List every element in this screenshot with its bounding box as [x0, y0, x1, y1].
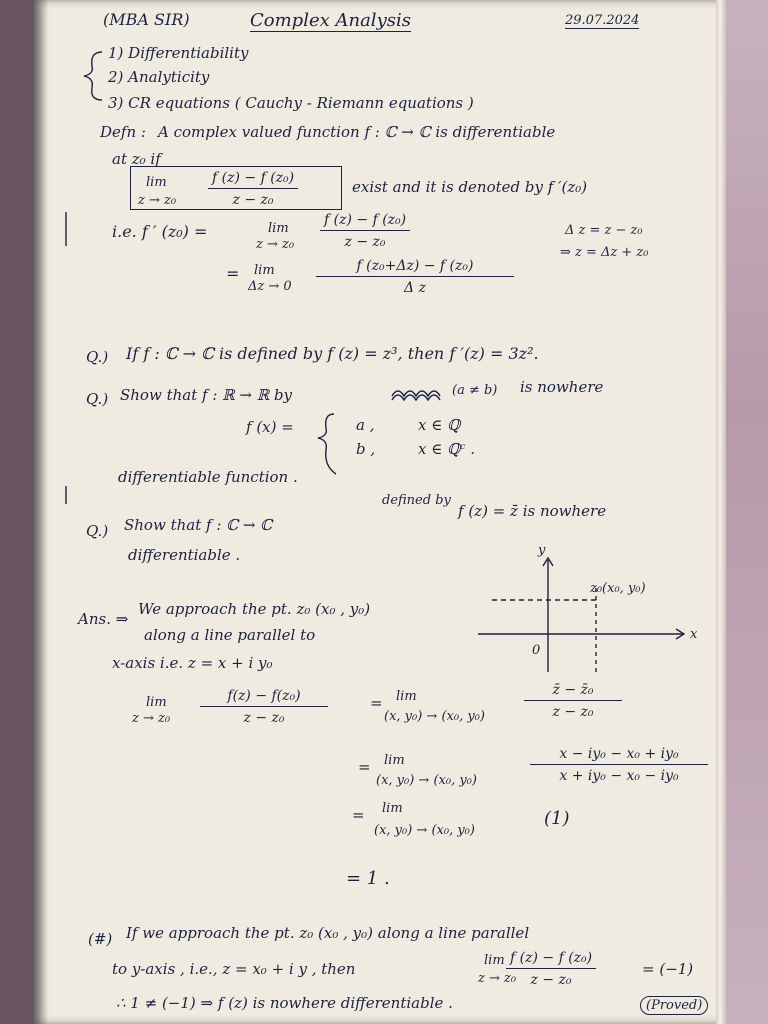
- proved-stamp: (Proved): [640, 996, 708, 1015]
- note-lim-sub: z → z₀: [478, 971, 517, 986]
- answer-lhs-lim: lim: [146, 695, 167, 710]
- piecewise-fx: f (x) =: [246, 418, 294, 436]
- header-left-label: (MBA SIR): [103, 10, 190, 29]
- page-title: Complex Analysis: [250, 10, 411, 31]
- note-line3: ∴ 1 ≠ (−1) ⇒ f (z) is nowhere differentiable .: [116, 994, 453, 1012]
- fraction-numerator: f (z) − f (z₀): [208, 170, 298, 189]
- note-line1: If we approach the pt. z₀ (x₀ , y₀) along a line parallel: [126, 924, 530, 942]
- answer-fraction-1: [524, 682, 622, 720]
- derivative-lim: lim: [268, 221, 289, 236]
- fraction-denominator: z − z₀: [552, 704, 594, 720]
- delta-eq-sign: =: [226, 264, 240, 283]
- fraction-denominator: x + iy₀ − x₀ − iy₀: [559, 768, 679, 784]
- fraction-numerator: f(z) − f(z₀): [200, 688, 328, 707]
- question-2-text: Show that f : ℝ → ℝ by: [120, 386, 293, 404]
- answer-lim-3: lim: [382, 801, 403, 816]
- question-3-text: Show that f : ℂ → ℂ: [124, 516, 273, 534]
- fraction-denominator: z − z₀: [344, 234, 386, 250]
- topic-item: 1) Differentiability: [108, 44, 249, 62]
- topic-item: 3) CR equations ( Cauchy - Riemann equations ): [108, 94, 474, 112]
- page-date: 29.07.2024: [565, 13, 640, 28]
- question-2-tail: is nowhere: [520, 378, 604, 396]
- note-lim: lim: [484, 953, 505, 968]
- graph-y-label: y: [538, 543, 546, 558]
- note-label: (#): [88, 930, 113, 948]
- answer-fraction-2: [530, 746, 708, 784]
- piecewise-cond-b: x ∈ ℚᶜ .: [418, 440, 475, 458]
- fraction-numerator: f (z₀+Δz) − f (z₀): [316, 258, 514, 277]
- definition-line1: A complex valued function f : ℂ → ℂ is differentiable: [158, 123, 556, 141]
- graph-origin-label: 0: [532, 643, 541, 658]
- derivative-ie: i.e. f ′ (z₀) =: [112, 222, 208, 241]
- graph-x-label: x: [690, 627, 698, 642]
- delta-lim-sub: Δz → 0: [248, 279, 292, 294]
- piecewise-cond-a: x ∈ ℚ: [418, 416, 461, 434]
- answer-lhs-fraction: [200, 688, 328, 726]
- question-3-defined-by: defined by: [382, 493, 451, 508]
- topic-item: 2) Analyticity: [108, 68, 210, 86]
- fraction-numerator: f (z) − f (z₀): [506, 950, 596, 969]
- answer-line1: We approach the pt. z₀ (x₀ , y₀): [138, 600, 371, 618]
- question-2-last: differentiable function .: [118, 468, 298, 486]
- side-note-delta: Δ z = z − z₀: [565, 223, 643, 238]
- fraction-denominator: z − z₀: [530, 972, 572, 988]
- definition-after-box: exist and it is denoted by f ′(z₀): [352, 178, 588, 196]
- answer-lhs-lim-sub: z → z₀: [132, 711, 171, 726]
- note-value: = (−1): [642, 960, 694, 978]
- answer-line3: x-axis i.e. z = x + i y₀: [112, 654, 273, 672]
- definition-label: Defn :: [100, 123, 146, 141]
- fraction-denominator: z − z₀: [232, 192, 274, 208]
- answer-lim-3-sub: (x, y₀) → (x₀, y₀): [374, 823, 475, 838]
- piecewise-value-b: b ,: [356, 440, 376, 458]
- fraction-denominator: z − z₀: [243, 710, 285, 726]
- limit-word: lim: [146, 175, 167, 190]
- limit-subscript: z → z₀: [138, 193, 177, 208]
- question-2-condition: (a ≠ b): [452, 383, 498, 398]
- fraction-numerator: f (z) − f (z₀): [320, 212, 410, 231]
- definition-line2: at z₀ if: [112, 150, 161, 168]
- question-1-text: If f : ℂ → ℂ is defined by f (z) = z³, then f ′(z) = 3z².: [126, 344, 539, 363]
- note-fraction: [506, 950, 596, 988]
- piecewise-value-a: a ,: [356, 416, 375, 434]
- delta-lim: lim: [254, 263, 275, 278]
- graph-point-label: z₀(x₀, y₀): [590, 581, 646, 596]
- note-line2: to y-axis , i.e., z = x₀ + i y , then: [112, 960, 356, 978]
- answer-lim-2-sub: (x, y₀) → (x₀, y₀): [376, 773, 477, 788]
- fraction-denominator: Δ z: [404, 280, 426, 296]
- side-note-z: ⇒ z = Δz + z₀: [560, 245, 649, 260]
- question-label: Q.): [86, 348, 109, 366]
- answer-lim-1: lim: [396, 689, 417, 704]
- answer-result: = 1 .: [346, 868, 390, 889]
- answer-lim-2: lim: [384, 753, 405, 768]
- question-label: Q.): [86, 390, 109, 408]
- answer-eq-1: =: [370, 694, 383, 712]
- answer-label: Ans. ⇒: [78, 610, 129, 628]
- question-label: Q.): [86, 522, 109, 540]
- answer-eq-2: =: [358, 758, 371, 776]
- fraction-numerator: x − iy₀ − x₀ + iy₀: [530, 746, 708, 765]
- answer-lim-1-sub: (x, y₀) → (x₀, y₀): [384, 709, 485, 724]
- answer-eq-3: =: [352, 806, 365, 824]
- fraction-numerator: z̄ − z̄₀: [524, 682, 622, 701]
- question-3-line2: differentiable .: [128, 546, 241, 564]
- derivative-lim-sub: z → z₀: [256, 237, 295, 252]
- answer-value-1: (1): [544, 808, 570, 829]
- question-3-formula: f (z) = z̄ is nowhere: [458, 502, 607, 520]
- answer-line2: along a line parallel to: [144, 626, 316, 644]
